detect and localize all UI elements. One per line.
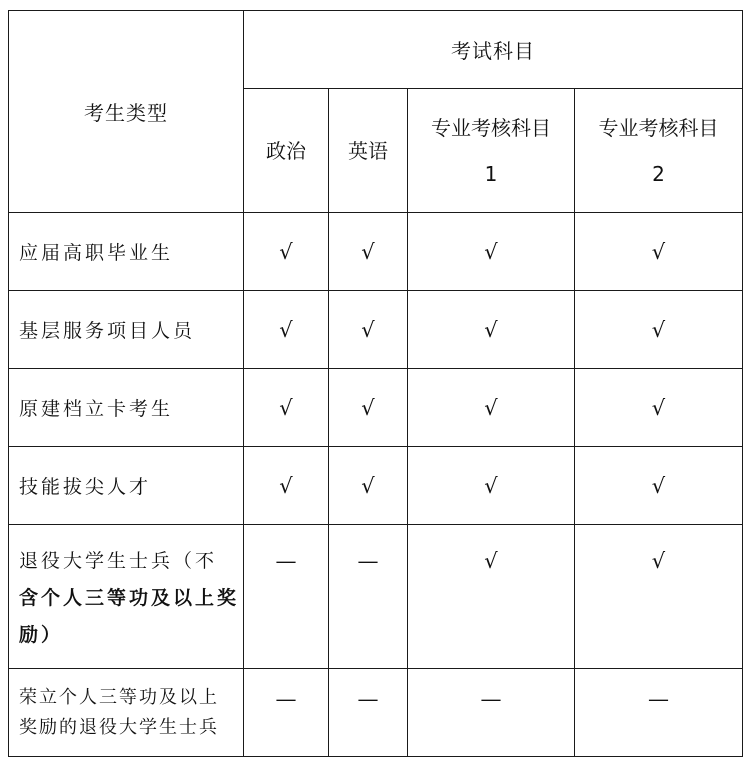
table-row bbox=[9, 447, 743, 525]
row-label: 原建档立卡考生 bbox=[9, 369, 244, 447]
row-label: 基层服务项目人员 bbox=[9, 291, 244, 369]
check-mark: √ bbox=[329, 447, 408, 525]
check-mark: √ bbox=[575, 369, 743, 447]
check-mark: √ bbox=[244, 369, 329, 447]
row-label: 退役大学生士兵（不 含个人三等功及以上奖 励） bbox=[9, 525, 244, 669]
dash-mark: — bbox=[244, 525, 329, 669]
dash-mark: — bbox=[329, 669, 408, 757]
header-major-2: 专业考核科目 2 bbox=[575, 89, 743, 213]
check-mark: √ bbox=[244, 447, 329, 525]
header-major-1: 专业考核科目 1 bbox=[408, 89, 575, 213]
dash-mark: — bbox=[575, 669, 743, 757]
header-row-1 bbox=[9, 11, 743, 89]
dash-mark: — bbox=[329, 525, 408, 669]
check-mark: √ bbox=[408, 291, 575, 369]
check-mark: √ bbox=[575, 213, 743, 291]
table-row bbox=[9, 525, 743, 669]
row-label: 应届高职毕业生 bbox=[9, 213, 244, 291]
table-row bbox=[9, 669, 743, 757]
check-mark: √ bbox=[329, 291, 408, 369]
check-mark: √ bbox=[408, 369, 575, 447]
check-mark: √ bbox=[408, 447, 575, 525]
check-mark: √ bbox=[329, 369, 408, 447]
header-subjects: 考试科目 bbox=[244, 11, 743, 89]
row-label: 技能拔尖人才 bbox=[9, 447, 244, 525]
table-row bbox=[9, 369, 743, 447]
header-english: 英语 bbox=[329, 89, 408, 213]
table-row bbox=[9, 291, 743, 369]
check-mark: √ bbox=[575, 447, 743, 525]
check-mark: √ bbox=[575, 291, 743, 369]
check-mark: √ bbox=[244, 291, 329, 369]
header-category: 考生类型 bbox=[9, 11, 244, 213]
dash-mark: — bbox=[408, 669, 575, 757]
check-mark: √ bbox=[329, 213, 408, 291]
table-row bbox=[9, 213, 743, 291]
check-mark: √ bbox=[408, 525, 575, 669]
dash-mark: — bbox=[244, 669, 329, 757]
row-label: 荣立个人三等功及以上 奖励的退役大学生士兵 bbox=[9, 669, 244, 757]
exam-subjects-table bbox=[8, 10, 743, 757]
check-mark: √ bbox=[244, 213, 329, 291]
header-politics: 政治 bbox=[244, 89, 329, 213]
check-mark: √ bbox=[575, 525, 743, 669]
check-mark: √ bbox=[408, 213, 575, 291]
